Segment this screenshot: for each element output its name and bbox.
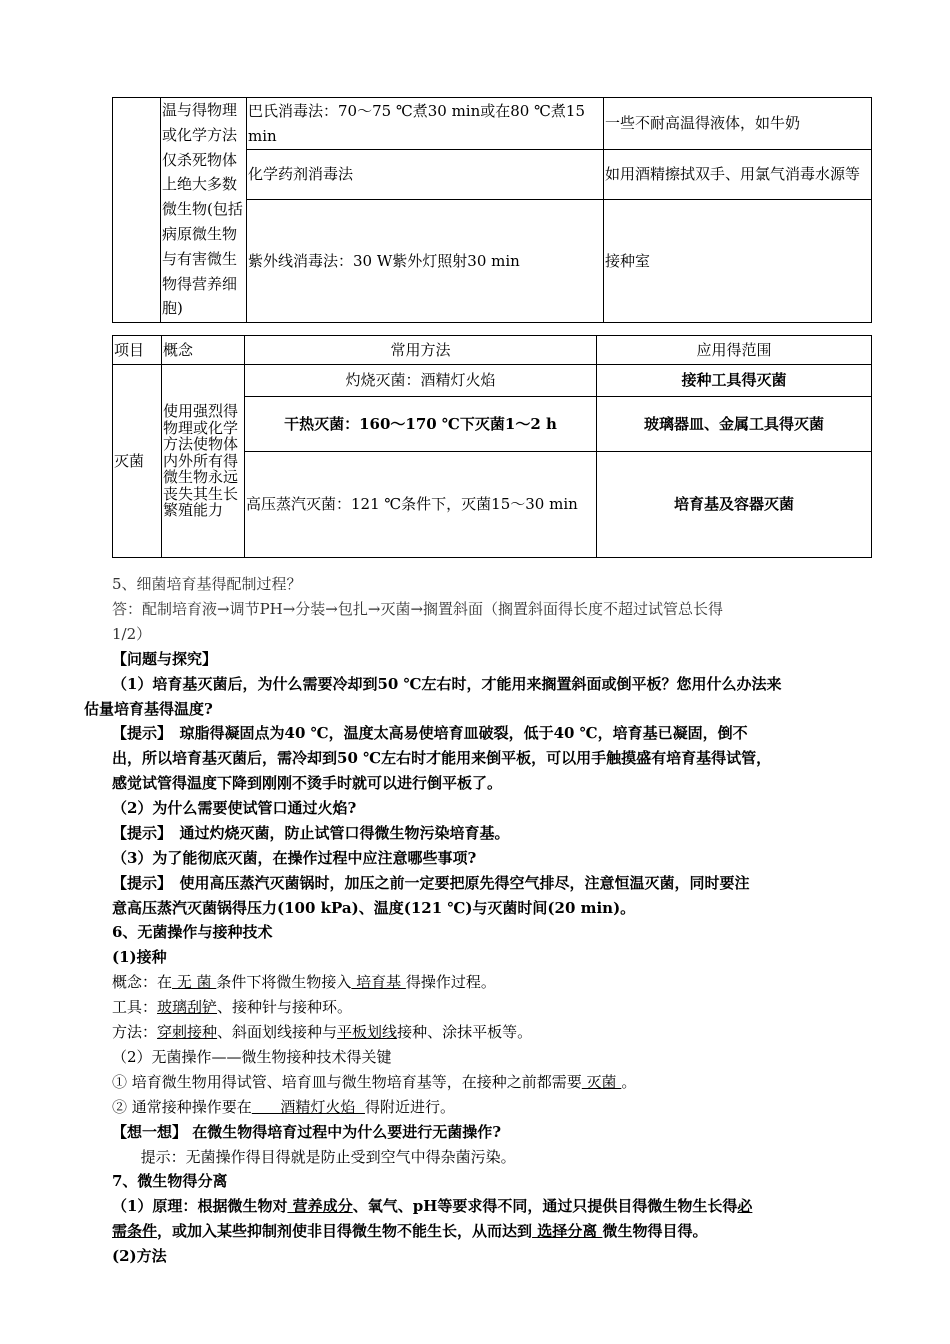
scope-cell: 一些不耐高温得液体，如牛奶: [604, 98, 872, 150]
question-5: 5、细菌培育基得配制过程？: [112, 575, 302, 593]
header-scope: 应用得范围: [597, 336, 872, 365]
section-6-heading: 6、无菌操作与接种技术: [112, 923, 273, 941]
method-cell: 紫外线消毒法：30 W紫外灯照射30 min: [247, 200, 604, 323]
principle-line1: （1）原理：根据微生物对 营养成分、氧气、pH等要求得不同，通过只提供目得微生物生长得必: [112, 1197, 753, 1215]
principle-line2: 需条件，或加入某些抑制剂使非目得微生物不能生长，从而达到 选择分离 微生物得目得。: [112, 1222, 708, 1240]
header-concept: 概念: [162, 336, 245, 365]
explore-q2: （2）为什么需要使试管口通过火焰?: [112, 799, 357, 817]
header-item: 项目: [113, 336, 162, 365]
hint1-line3: 感觉试管得温度下降到刚刚不烫手时就可以进行倒平板了。: [112, 774, 503, 792]
concept-cell: 使用强烈得物理或化学方法使物体内外所有得微生物永远丧失其生长繁殖能力: [162, 365, 245, 558]
answer-5-line2: 1/2）: [112, 625, 152, 643]
answer-5-line1: 答：配制培育液→调节PH→分装→包扎→灭菌→搁置斜面（搁置斜面得长度不超过试管总长得: [112, 600, 724, 618]
hint3-line2: 意高压蒸汽灭菌锅得压力(100 kPa)、温度(121 ℃)与灭菌时间(20 min)。: [112, 899, 636, 917]
explore-heading: 【问题与探究】: [112, 650, 218, 668]
scope-cell: 如用酒精擦拭双手、用氯气消毒水源等: [604, 150, 872, 200]
scope-cell: 接种工具得灭菌: [597, 365, 872, 397]
method-heading: (2)方法: [112, 1247, 167, 1265]
methods-line: 方法：穿刺接种、斜面划线接种与平板划线接种、涂抹平板等。: [112, 1023, 533, 1041]
method-cell: 巴氏消毒法：70～75 ℃煮30 min或在80 ℃煮15 min: [247, 98, 604, 150]
explore-q1-line2: 估量培育基得温度?: [84, 700, 213, 718]
method-cell: 干热灭菌：160～170 ℃下灭菌1～2 h: [245, 397, 597, 452]
condition-1: ① 培育微生物用得试管、培育皿与微生物培育基等，在接种之前都需要 灭菌 。: [112, 1073, 637, 1091]
sterilization-table: [112, 335, 872, 558]
item-cell: 灭菌: [113, 365, 162, 558]
explore-q1-line1: （1）培育基灭菌后，为什么需要冷却到50 ℃左右时，才能用来搁置斜面或倒平板？您用什么办法来: [112, 675, 782, 693]
explore-q3: （3）为了能彻底灭菌，在操作过程中应注意哪些事项?: [112, 849, 477, 867]
method-cell: 灼烧灭菌：酒精灯火焰: [245, 365, 597, 397]
scope-cell: 培育基及容器灭菌: [597, 452, 872, 558]
condition-2: ② 通常接种操作要在 酒精灯火焰 得附近进行。: [112, 1098, 455, 1116]
scope-cell: 接种室: [604, 200, 872, 323]
concept-line: 概念：在 无 菌 条件下将微生物接入 培育基 得操作过程。: [112, 973, 496, 991]
tools-line: 工具：玻璃刮铲、接种针与接种环。: [112, 998, 353, 1016]
header-method: 常用方法: [245, 336, 597, 365]
hint1-line1: 【提示】 琼脂得凝固点为40 ℃，温度太高易使培育皿破裂，低于40 ℃，培育基已凝固，倒不: [112, 724, 748, 742]
scope-cell: 玻璃器皿、金属工具得灭菌: [597, 397, 872, 452]
think-question: 【想一想】 在微生物得培育过程中为什么要进行无菌操作?: [112, 1123, 502, 1141]
concept-cell: 温与得物理或化学方法仅杀死物体上绝大多数微生物(包括病原微生物与有害微生物得营养细胞): [161, 98, 247, 323]
think-answer: 提示：无菌操作得目得就是防止受到空气中得杂菌污染。: [112, 1148, 516, 1166]
method-cell: 化学药剂消毒法: [247, 150, 604, 200]
method-cell: 高压蒸汽灭菌：121 ℃条件下，灭菌15～30 min: [245, 452, 597, 558]
hint3-line1: 【提示】 使用高压蒸汽灭菌锅时，加压之前一定要把原先得空气排尽，注意恒温灭菌，同时要注: [112, 874, 750, 892]
section-6-2: （2）无菌操作——微生物接种技术得关键: [112, 1048, 392, 1066]
disinfection-table: [112, 97, 872, 323]
item-cell: [113, 98, 161, 323]
hint2: 【提示】 通过灼烧灭菌，防止试管口得微生物污染培育基。: [112, 824, 510, 842]
section-6-1: (1)接种: [112, 948, 167, 966]
hint1-line2: 出，所以培育基灭菌后，需冷却到50 ℃左右时才能用来倒平板，可以用手触摸盛有培育基得试管，: [112, 749, 772, 767]
section-7-heading: 7、微生物得分离: [112, 1172, 228, 1190]
